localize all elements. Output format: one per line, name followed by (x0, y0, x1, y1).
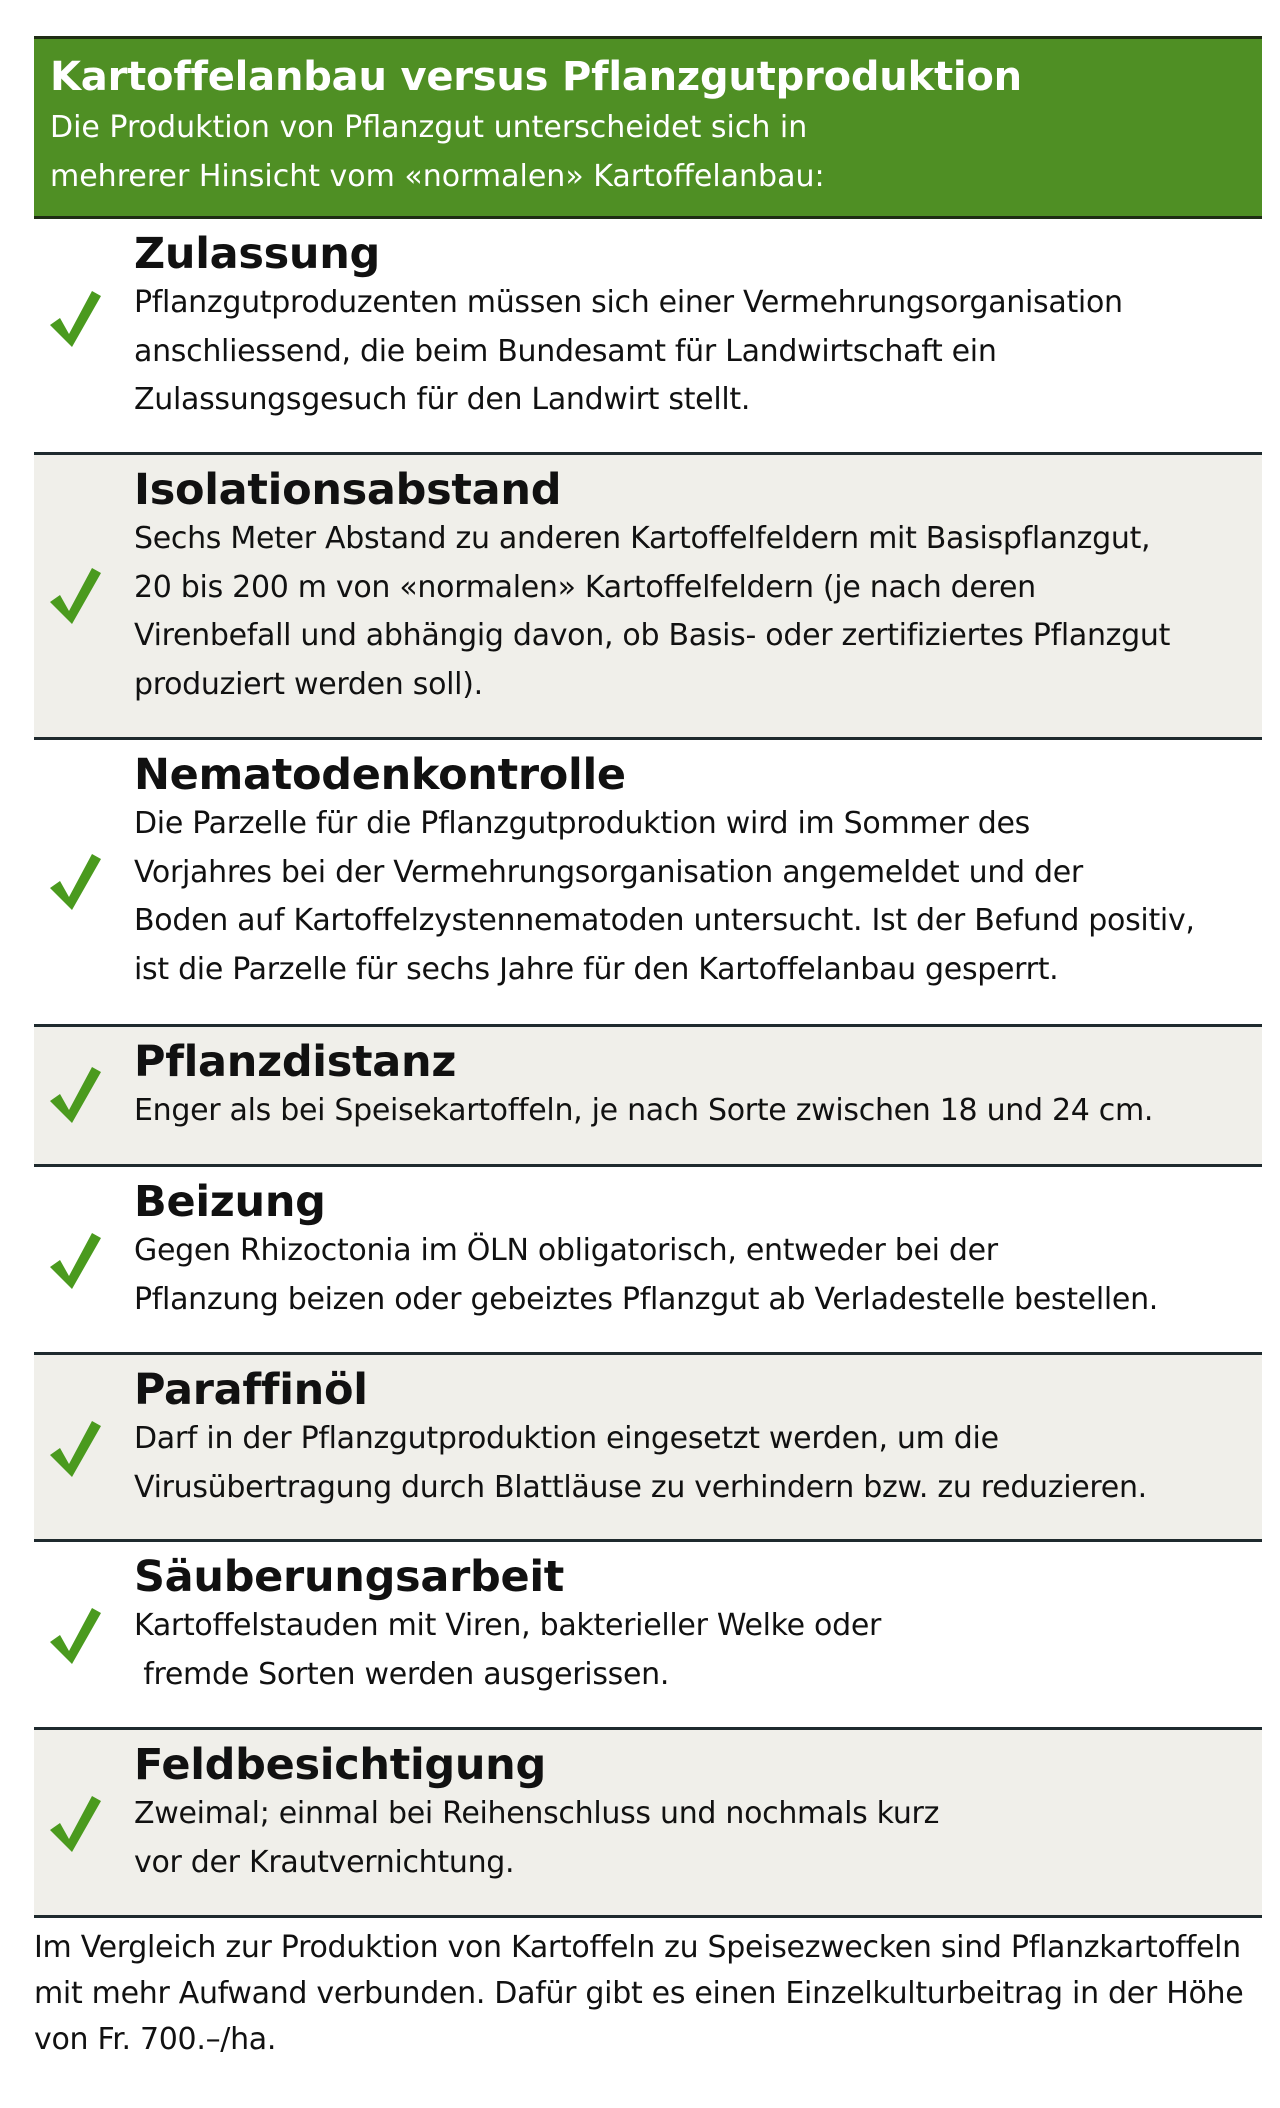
item-body-line: Pflanzgutproduzenten müssen sich einer Vermehrungsorganisation (134, 285, 1123, 320)
list-item-isolationsabstand (34, 455, 1262, 740)
check-mark-icon (46, 1604, 102, 1668)
item-body-line: vor der Krautvernichtung. (134, 1844, 515, 1880)
list-item-feldbesichtigung (34, 1730, 1262, 1918)
item-body (134, 1602, 1242, 1699)
item-body-line: Vorjahres bei der Vermehrungsorganisation angemeldet und der (134, 854, 1083, 890)
check-mark-icon (46, 564, 102, 628)
item-title: Säuberungsarbeit (134, 1552, 565, 1602)
item-title: Paraffinöl (134, 1365, 368, 1415)
check-mark-icon (46, 1417, 102, 1481)
item-body-line: Virenbefall und abhängig davon, ob Basis- oder zertifiziertes Pflanzgut (134, 618, 1171, 653)
item-body (134, 515, 1242, 709)
check-mark-icon (46, 1063, 102, 1127)
item-body-line: Zweimal; einmal bei Reihenschluss und nochmals kurz (134, 1796, 940, 1831)
check-mark-icon (46, 287, 102, 351)
info-box-header (34, 36, 1262, 219)
item-body (134, 1790, 1242, 1887)
item-body (134, 1415, 1242, 1512)
header-title: Kartoffelanbau versus Pflanzgutproduktion (50, 54, 1022, 100)
footer-line: Im Vergleich zur Produktion von Kartoffeln zu Speisezwecken sind Pflanzkartoffeln (34, 1930, 1241, 1965)
item-body (134, 279, 1242, 425)
item-title: Pflanzdistanz (134, 1037, 457, 1087)
header-intro-line: Die Produktion von Pflanzgut unterscheidet sich in (50, 110, 808, 145)
item-body (134, 800, 1242, 994)
item-body-line: Gegen Rhizoctonia im ÖLN obligatorisch, entweder bei der (134, 1233, 998, 1268)
list-item-saeuberungsarbeit (34, 1542, 1262, 1730)
item-body-line: anschliessend, die beim Bundesamt für Landwirtschaft ein (134, 333, 997, 369)
list-item-beizung (34, 1167, 1262, 1355)
item-body-line: Sechs Meter Abstand zu anderen Kartoffelfeldern mit Basispflanzgut, (134, 521, 1151, 556)
check-mark-icon (46, 850, 102, 914)
footer-note (34, 1925, 1264, 2063)
item-body (134, 1227, 1242, 1324)
item-body-line: Boden auf Kartoffelzystennematoden untersucht. Ist der Befund positiv, (134, 903, 1195, 938)
item-title: Zulassung (134, 229, 381, 279)
item-body-line: 20 bis 200 m von «normalen» Kartoffelfeldern (je nach deren (134, 569, 1036, 605)
header-intro (50, 103, 850, 201)
header-intro-line: mehrerer Hinsicht vom «normalen» Kartoffelanbau: (50, 159, 825, 194)
footer-line: von Fr. 700.–/ha. (34, 2022, 277, 2057)
item-body-line: Zulassungsgesuch für den Landwirt stellt. (134, 382, 751, 417)
check-mark-icon (46, 1229, 102, 1293)
item-body-line: fremde Sorten werden ausgerissen. (134, 1656, 670, 1692)
item-body-line: Darf in der Pflanzgutproduktion eingesetzt werden, um die (134, 1421, 999, 1456)
item-title: Beizung (134, 1177, 326, 1227)
item-body-line: Kartoffelstauden mit Viren, bakterieller Welke oder (134, 1608, 882, 1643)
item-title: Feldbesichtigung (134, 1740, 546, 1790)
item-body-line: produziert werden soll). (134, 666, 483, 702)
list-item-pflanzdistanz (34, 1027, 1262, 1167)
item-body-line: Enger als bei Speisekartoffeln, je nach Sorte zwischen 18 und 24 cm. (134, 1093, 1154, 1128)
footer-line: mit mehr Aufwand verbunden. Dafür gibt es einen Einzelkulturbeitrag in der Höhe (34, 1976, 1244, 2011)
item-body-line: ist die Parzelle für sechs Jahre für den Kartoffelanbau gesperrt. (134, 951, 1059, 987)
list-item-nematodenkontrolle (34, 740, 1262, 1027)
item-body-line: Die Parzelle für die Pflanzgutproduktion wird im Sommer des (134, 806, 1030, 841)
list-item-paraffinoel (34, 1355, 1262, 1542)
item-body-line: Virusübertragung durch Blattläuse zu verhindern bzw. zu reduzieren. (134, 1469, 1147, 1505)
item-body (134, 1087, 1242, 1136)
list-item-zulassung (34, 219, 1262, 455)
check-mark-icon (46, 1792, 102, 1856)
item-body-line: Pflanzung beizen oder gebeiztes Pflanzgut ab Verladestelle bestellen. (134, 1281, 1159, 1317)
info-box (34, 36, 1262, 1918)
item-title: Isolationsabstand (134, 465, 562, 515)
item-title: Nematodenkontrolle (134, 750, 626, 800)
